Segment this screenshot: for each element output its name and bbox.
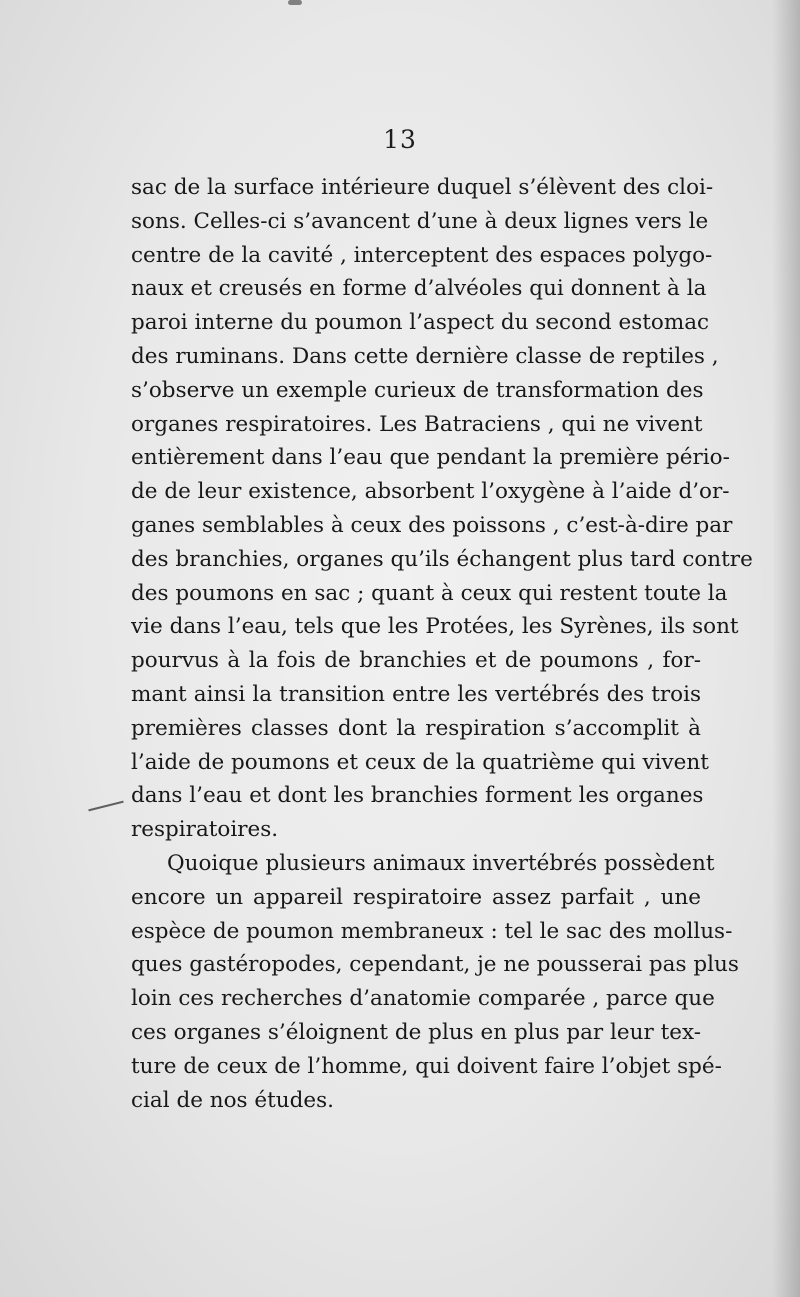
- text-line: organes respiratoires. Les Batraciens , qui ne vivent: [131, 411, 703, 437]
- text-line: Quoique plusieurs animaux invertébrés possèdent: [167, 850, 715, 876]
- ink-smudge: [288, 0, 302, 5]
- text-line: des poumons en sac ; quant à ceux qui restent toute la: [131, 580, 728, 606]
- text-line: sons. Celles-ci s’avancent d’une à deux lignes vers le: [131, 208, 709, 234]
- text-line: l’aide de poumons et ceux de la quatrième qui vivent: [131, 749, 709, 775]
- text-line: ganes semblables à ceux des poissons , c’est-à-dire par: [131, 512, 733, 538]
- page-number: 13: [383, 125, 417, 154]
- text-line: mant ainsi la transition entre les vertébrés des trois: [131, 681, 701, 707]
- body-text: [131, 171, 753, 1117]
- paragraph-1: [131, 171, 753, 847]
- page-edge-shadow: [772, 0, 800, 1297]
- text-line: respiratoires.: [131, 817, 279, 843]
- margin-pencil-mark: [88, 801, 123, 812]
- text-line: centre de la cavité , interceptent des espaces polygo-: [131, 242, 713, 268]
- text-line: encore un appareil respiratoire assez parfait , une: [131, 884, 701, 910]
- text-line: paroi interne du poumon l’aspect du second estomac: [131, 310, 710, 336]
- text-line: de de leur existence, absorbent l’oxygène à l’aide d’or-: [131, 479, 730, 505]
- text-line: des ruminans. Dans cette dernière classe de reptiles ,: [131, 343, 719, 369]
- text-line: cial de nos études.: [131, 1087, 334, 1113]
- paragraph-2: [131, 847, 739, 1117]
- text-line: loin ces recherches d’anatomie comparée , parce que: [131, 986, 715, 1012]
- text-line: des branchies, organes qu’ils échangent plus tard contre: [131, 546, 753, 572]
- text-line: sac de la surface intérieure duquel s’élèvent des cloi-: [131, 175, 714, 200]
- text-line: s’observe un exemple curieux de transformation des: [131, 377, 704, 403]
- text-line: dans l’eau et dont les branchies forment les organes: [131, 783, 704, 809]
- text-line: premières classes dont la respiration s’accomplit à: [131, 715, 701, 741]
- text-line: naux et creusés en forme d’alvéoles qui donnent à la: [131, 276, 707, 302]
- text-line: entièrement dans l’eau que pendant la première pério-: [131, 445, 730, 471]
- text-line: espèce de poumon membraneux : tel le sac des mollus-: [131, 918, 733, 944]
- text-line: ques gastéropodes, cependant, je ne pousserai pas plus: [131, 952, 739, 978]
- text-line: ture de ceux de l’homme, qui doivent faire l’objet spé-: [131, 1053, 722, 1079]
- text-line: pourvus à la fois de branchies et de poumons , for-: [131, 648, 701, 674]
- text-line: ces organes s’éloignent de plus en plus par leur tex-: [131, 1019, 701, 1045]
- text-line: vie dans l’eau, tels que les Protées, les Syrènes, ils sont: [131, 614, 739, 640]
